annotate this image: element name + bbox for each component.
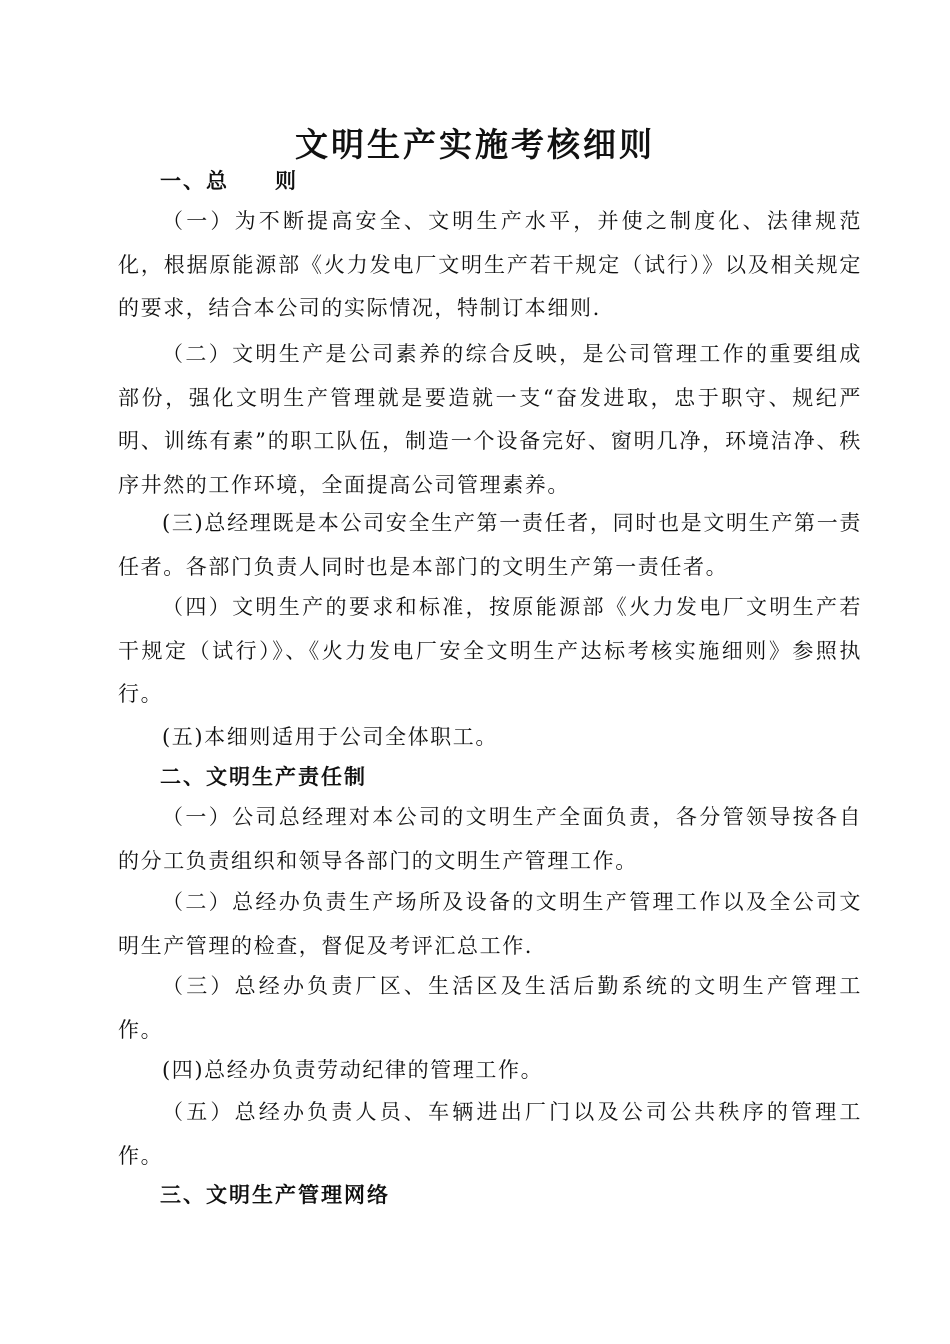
paragraph-general-5: (五)本细则适用于公司全体职工。 bbox=[162, 725, 498, 749]
paragraph-responsibility-3: （三）总经办负责厂区、生活区及生活后勤系统的文明生产管理工作。 bbox=[118, 974, 862, 1042]
paragraph-responsibility-1: （一）公司总经理对本公司的文明生产全面负责，各分管领导按各自的分工负责组织和领导各部门的文明生产管理工作。 bbox=[118, 805, 862, 873]
paragraph-responsibility-4: (四)总经办负责劳动纪律的管理工作。 bbox=[162, 1058, 544, 1082]
paragraph-general-2: （二）文明生产是公司素养的综合反映，是公司管理工作的重要组成部份，强化文明生产管理就是要造就一支“奋发进取，忠于职守、规纪严明、训练有素”的职工队伍，制造一个设备完好、窗明几净，环境洁净、秩序井然的工作环境，全面提高公司管理素养。 bbox=[118, 342, 862, 497]
section-heading-responsibility: 二、文明生产责任制 bbox=[160, 764, 367, 789]
section-heading-general: 一、总 则 bbox=[160, 168, 298, 193]
paragraph-general-3: (三)总经理既是本公司安全生产第一责任者，同时也是文明生产第一责任者。各部门负责人同时也是本部门的文明生产第一责任者。 bbox=[118, 511, 862, 579]
paragraph-responsibility-2: （二）总经办负责生产场所及设备的文明生产管理工作以及全公司文明生产管理的检查，督促及考评汇总工作. bbox=[118, 890, 862, 958]
paragraph-general-1: （一）为不断提高安全、文明生产水平，并使之制度化、法律规范化，根据原能源部《火力发电厂文明生产若干规定（试行）》以及相关规定的要求，结合本公司的实际情况，特制订本细则. bbox=[118, 209, 862, 320]
paragraph-general-4: （四）文明生产的要求和标准，按原能源部《火力发电厂文明生产若干规定（试行）》、《火力发电厂安全文明生产达标考核实施细则》参照执行。 bbox=[118, 595, 862, 706]
paragraph-responsibility-5: （五）总经办负责人员、车辆进出厂门以及公司公共秩序的管理工作。 bbox=[118, 1100, 862, 1168]
document-title: 文明生产实施考核细则 bbox=[295, 125, 655, 164]
section-heading-network: 三、文明生产管理网络 bbox=[160, 1182, 390, 1207]
